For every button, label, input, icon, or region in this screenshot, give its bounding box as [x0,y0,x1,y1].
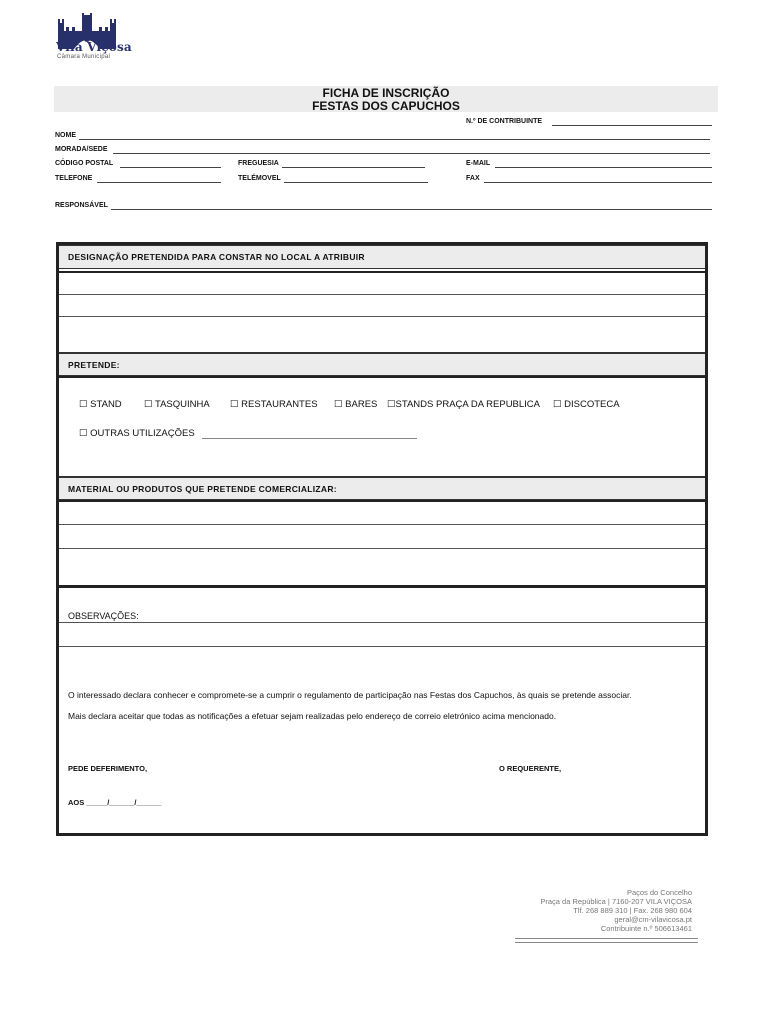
morada-label: MORADA/SEDE [55,146,108,153]
logo-name: Vila Viçosa [56,40,132,54]
freguesia-field[interactable] [282,167,425,168]
footer-rule-2 [515,942,698,943]
declaration-paragraph: O interessado declara conhecer e compromete-se a cumprir o regulamento de participação nas Festas dos Capuchos, às quais se pretende associar. [68,690,632,700]
checkbox-icon: ☐ [79,428,88,439]
telemovel-field[interactable] [284,182,428,183]
pretende-header [59,352,705,376]
designacao-line-1[interactable] [59,271,705,273]
email-field[interactable] [495,167,712,168]
option-stand[interactable]: ☐ STAND [79,399,122,410]
nome-label: NOME [55,132,76,139]
telefone-label: TELEFONE [55,175,93,182]
checkbox-icon: ☐ [334,399,343,410]
option-outras[interactable]: ☐ OUTRAS UTILIZAÇÕES [79,428,195,439]
footer-address: Paços do Concelho Praça da República | 7160-207 VILA VIÇOSA Tlf. 268 889 310 | Fax. 268 980 604 geral@cm-vilavicosa.pt Contribuinte n.º 506613461 [540,888,692,933]
codigo-postal-field[interactable] [120,167,221,168]
fax-field[interactable] [484,182,712,183]
date-field[interactable]: AOS _____/______/______ [68,798,162,807]
fax-label: FAX [466,175,480,182]
declaration-paragraph-2: Mais declara aceitar que todas as notificações a efetuar sejam realizadas pelo endereço de correio eletrónico acima mencionado. [68,711,557,721]
option-bares[interactable]: ☐ BARES [334,399,378,410]
responsavel-field[interactable] [111,209,712,210]
checkbox-icon: ☐ [79,399,88,410]
contribuinte-label: N.º DE CONTRIBUINTE [466,118,543,125]
observacoes-line-2[interactable] [59,646,705,647]
pretende-title: PRETENDE: [68,360,120,370]
checkbox-icon: ☐ [230,399,239,410]
material-title: MATERIAL OU PRODUTOS QUE PRETENDE COMERCIALIZAR: [68,484,337,494]
form-subtitle: FESTAS DOS CAPUCHOS [312,99,460,113]
requerente-label: O REQUERENTE, [499,764,562,773]
telefone-field[interactable] [97,182,221,183]
designacao-title: DESIGNAÇÃO PRETENDIDA PARA CONSTAR NO LOCAL A ATRIBUIR [68,252,365,262]
material-line-2[interactable] [59,524,705,525]
email-label: E-MAIL [466,160,491,167]
designacao-header [59,245,705,269]
observacoes-line-1[interactable] [59,622,705,623]
footer-rule-1 [515,938,698,939]
telemovel-label: TELÉMOVEL [238,175,281,182]
option-restaurantes[interactable]: ☐ RESTAURANTES [230,399,318,410]
material-line-1[interactable] [59,500,705,502]
morada-field[interactable] [113,153,710,154]
nome-field[interactable] [79,139,710,140]
observacoes-label: OBSERVAÇÕES: [68,611,139,621]
form-title: FICHA DE INSCRIÇÃO [322,86,450,100]
logo-subtitle: Câmara Municipal [57,54,111,60]
checkbox-icon: ☐ [387,399,396,410]
designacao-line-3[interactable] [59,316,705,317]
pretende-divider [59,376,705,378]
contribuinte-field[interactable] [552,125,712,126]
checkbox-icon: ☐ [144,399,153,410]
freguesia-label: FREGUESIA [238,160,279,167]
pede-deferimento: PEDE DEFERIMENTO, [68,764,148,773]
option-stands-praca[interactable]: ☐STANDS PRAÇA DA REPUBLICA [387,399,541,410]
material-header [59,476,705,500]
outras-field[interactable] [202,438,417,439]
checkbox-icon: ☐ [553,399,562,410]
responsavel-label: RESPONSÁVEL [55,202,108,209]
option-tasquinha[interactable]: ☐ TASQUINHA [144,399,210,410]
main-form-frame [56,242,708,836]
material-line-3[interactable] [59,548,705,549]
observacoes-divider [56,585,708,588]
option-discoteca[interactable]: ☐ DISCOTECA [553,399,620,410]
designacao-line-2[interactable] [59,294,705,295]
codigo-postal-label: CÓDIGO POSTAL [55,160,114,167]
